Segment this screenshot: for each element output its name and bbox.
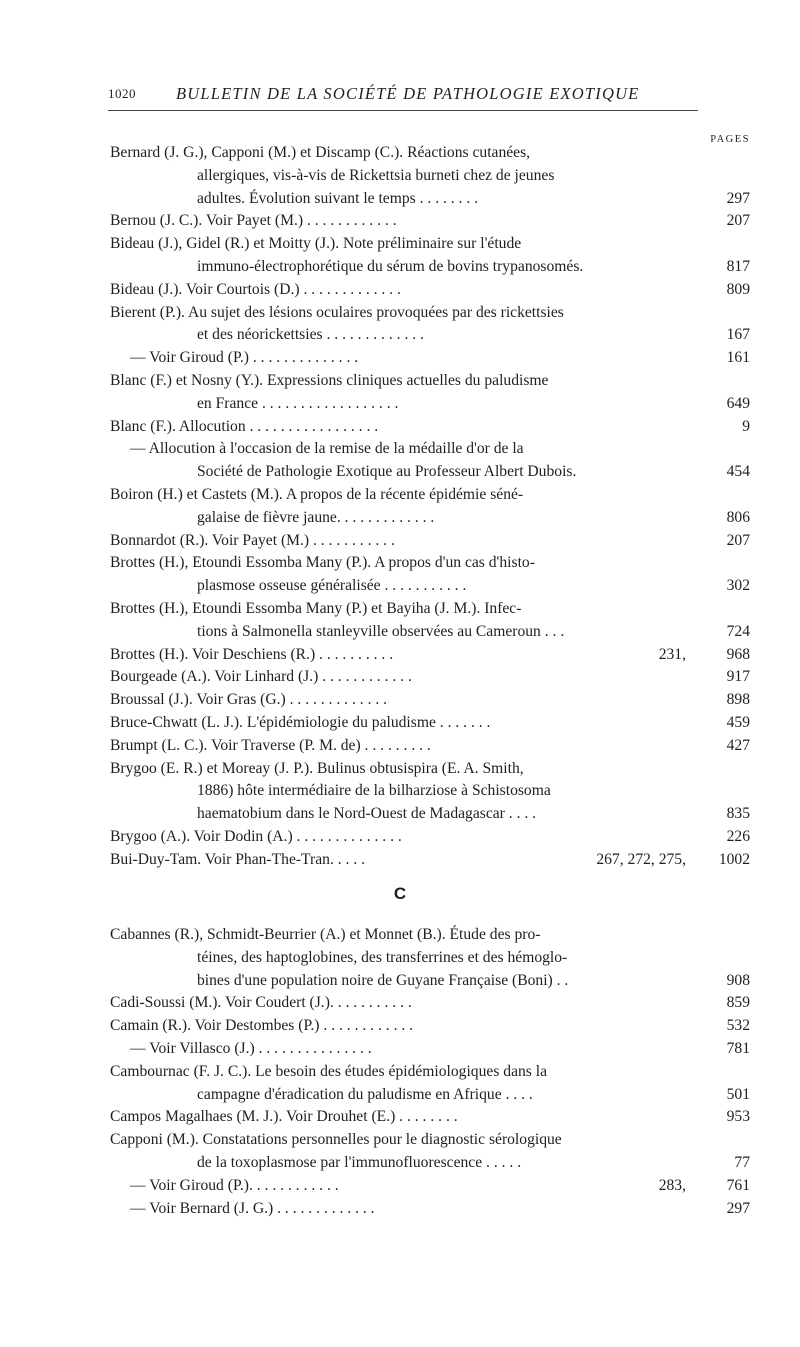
entry-line — [110, 324, 750, 347]
index-entry — [110, 1129, 750, 1175]
entry-text: — Voir Giroud (P.). . . . . . . . . . . . — [130, 1176, 339, 1194]
entry-text: tions à Salmonella stanleyville observées au Cameroun . . . — [197, 622, 565, 640]
entry-page: 649 — [726, 394, 750, 412]
journal-title: BULLETIN DE LA SOCIÉTÉ DE PATHOLOGIE EXOTIQUE — [176, 84, 640, 103]
entry-line — [110, 302, 750, 325]
index-entry — [110, 1175, 750, 1198]
index-entry — [110, 1038, 750, 1061]
entry-line — [110, 1106, 750, 1129]
entry-line — [110, 735, 750, 758]
entry-extra-pages: 267, 272, 275, — [596, 850, 686, 868]
entry-line — [110, 644, 750, 667]
entry-text: Brottes (H.). Voir Deschiens (R.) . . . . . . . . . . — [110, 645, 394, 663]
entry-line — [110, 1061, 750, 1084]
page-number: 1020 — [108, 86, 136, 101]
entry-line — [110, 552, 750, 575]
entry-line — [110, 575, 750, 598]
entry-text: Bruce-Chwatt (L. J.). L'épidémiologie du paludisme . . . . . . . — [110, 713, 491, 731]
entry-text: Brygoo (E. R.) et Moreay (J. P.). Bulinus obtusispira (E. A. Smith, — [110, 759, 524, 777]
entry-line — [110, 1129, 750, 1152]
entry-page: 459 — [726, 713, 750, 731]
entry-page: 817 — [726, 257, 750, 275]
entry-page: 427 — [726, 736, 750, 754]
entry-line — [110, 188, 750, 211]
entry-line — [110, 803, 750, 826]
entry-page: 835 — [726, 805, 750, 823]
entry-line — [110, 758, 750, 781]
entry-page: 161 — [726, 349, 750, 367]
entry-text: Cabannes (R.), Schmidt-Beurrier (A.) et Monnet (B.). Étude des pro- — [110, 926, 541, 943]
entry-text: Bideau (J.). Voir Courtois (D.) . . . . . . . . . . . . . — [110, 280, 401, 298]
entry-page: 302 — [726, 577, 750, 595]
index-entry — [110, 438, 750, 484]
entry-text: galaise de fièvre jaune. . . . . . . . . . . . . — [197, 508, 435, 526]
entry-text: plasmose osseuse généralisée . . . . . . . . . . . — [197, 577, 467, 595]
entry-line — [110, 924, 750, 947]
entry-text: Bourgeade (A.). Voir Linhard (J.) . . . . . . . . . . . . — [110, 668, 412, 686]
entry-page: 297 — [726, 1199, 750, 1217]
index-entry — [110, 1015, 750, 1038]
entry-page: 859 — [726, 994, 750, 1012]
entry-text: en France . . . . . . . . . . . . . . . . . . — [197, 394, 399, 412]
entry-text: Boiron (H.) et Castets (M.). A propos de la récente épidémie séné- — [110, 485, 524, 503]
index-entry — [110, 1061, 750, 1107]
entry-page: 968 — [726, 645, 750, 663]
entry-text: — Voir Giroud (P.) . . . . . . . . . . . . . . — [130, 349, 359, 367]
running-header — [108, 84, 698, 111]
entry-line — [110, 598, 750, 621]
index-section-b — [110, 142, 750, 872]
index-entry — [110, 233, 750, 279]
entry-page: 207 — [726, 212, 750, 230]
entry-page: 167 — [726, 326, 750, 344]
entry-text: téines, des haptoglobines, des transferrines et des hémoglo- — [197, 948, 568, 966]
entry-text: — Allocution à l'occasion de la remise de la médaille d'or de la — [130, 440, 524, 458]
index-entry — [110, 302, 750, 348]
index-entry — [110, 849, 750, 872]
index-entry — [110, 992, 750, 1015]
entry-line — [110, 142, 750, 165]
index-entry — [110, 416, 750, 439]
index-entry — [110, 552, 750, 598]
entry-text: Bernou (J. C.). Voir Payet (M.) . . . . . . . . . . . . — [110, 212, 397, 230]
index-entry — [110, 1198, 750, 1221]
entry-text: Broussal (J.). Voir Gras (G.) . . . . . . . . . . . . . — [110, 691, 388, 709]
entry-line — [110, 507, 750, 530]
entry-line — [110, 1175, 750, 1198]
entry-text: Brygoo (A.). Voir Dodin (A.) . . . . . . . . . . . . . . — [110, 827, 402, 845]
entry-text: de la toxoplasmose par l'immunofluorescence . . . . . — [197, 1153, 522, 1171]
index-entry — [110, 689, 750, 712]
index-entry — [110, 924, 750, 992]
entry-text: Capponi (M.). Constatations personnelles pour le diagnostic sérologique — [110, 1131, 562, 1149]
entry-page: 781 — [726, 1039, 750, 1057]
pages-column-label: PAGES — [710, 134, 750, 145]
entry-line — [110, 393, 750, 416]
entry-text: immuno-électrophorétique du sérum de bovins trypanosomés. — [197, 257, 584, 275]
entry-line — [110, 1198, 750, 1221]
entry-text: bines d'une population noire de Guyane Française (Boni) . . — [197, 971, 569, 989]
entry-text: Blanc (F.) et Nosny (Y.). Expressions cliniques actuelles du paludisme — [110, 371, 549, 389]
index-entry — [110, 826, 750, 849]
entry-line — [110, 666, 750, 689]
index-entry — [110, 279, 750, 302]
entry-text: Brottes (H.), Etoundi Essomba Many (P.) et Bayiha (J. M.). Infec- — [110, 599, 522, 617]
entry-text: Bideau (J.), Gidel (R.) et Moitty (J.). Note préliminaire sur l'étude — [110, 235, 522, 253]
entry-page: 761 — [726, 1176, 750, 1194]
entry-line — [110, 992, 750, 1015]
entry-line — [110, 1152, 750, 1175]
entry-text: adultes. Évolution suivant le temps . . . . . . . . — [197, 189, 479, 207]
entry-line — [110, 233, 750, 256]
entry-page: 898 — [726, 691, 750, 709]
entry-text: 1886) hôte intermédiaire de la bilharziose à Schistosoma — [197, 782, 551, 800]
entry-line — [110, 530, 750, 553]
entry-line — [110, 1084, 750, 1107]
entry-line — [110, 849, 750, 872]
index-entry — [110, 666, 750, 689]
entry-text: Bierent (P.). Au sujet des lésions oculaires provoquées par des rickettsies — [110, 303, 564, 321]
index-entry — [110, 758, 750, 826]
entry-text: et des néorickettsies . . . . . . . . . . . . . — [197, 326, 424, 344]
index-entry — [110, 530, 750, 553]
entry-page: 806 — [726, 508, 750, 526]
entry-page: 297 — [726, 189, 750, 207]
entry-line — [110, 165, 750, 188]
entry-line — [110, 780, 750, 803]
entry-line — [110, 712, 750, 735]
entry-page: 501 — [726, 1085, 750, 1103]
entry-text: Blanc (F.). Allocution . . . . . . . . . . . . . . . . . — [110, 417, 379, 435]
index-entry — [110, 644, 750, 667]
entry-text: Bui-Duy-Tam. Voir Phan-The-Tran. . . . . — [110, 850, 366, 868]
entry-line — [110, 1038, 750, 1061]
index-section-c — [110, 924, 750, 1220]
entry-page: 1002 — [718, 850, 750, 868]
entry-text: Brumpt (L. C.). Voir Traverse (P. M. de) . . . . . . . . . — [110, 736, 431, 754]
entry-page: 77 — [734, 1153, 750, 1171]
index-entry — [110, 370, 750, 416]
entry-line — [110, 279, 750, 302]
entry-line — [110, 347, 750, 370]
entry-page: 9 — [742, 417, 750, 435]
index-entry — [110, 484, 750, 530]
index-entry — [110, 712, 750, 735]
entry-text: Campos Magalhaes (M. J.). Voir Drouhet (E.) . . . . . . . . — [110, 1108, 458, 1126]
entry-page: 226 — [726, 827, 750, 845]
entry-page: 532 — [726, 1017, 750, 1035]
entry-text: Camain (R.). Voir Destombes (P.) . . . . . . . . . . . . — [110, 1017, 414, 1035]
entry-text: Cambournac (F. J. C.). Le besoin des études épidémiologiques dans la — [110, 1062, 548, 1080]
entry-extra-pages: 283, — [658, 1176, 686, 1194]
entry-text: haematobium dans le Nord-Ouest de Madagascar . . . . — [197, 805, 537, 823]
index-entry — [110, 142, 750, 210]
entry-line — [110, 484, 750, 507]
index-entry — [110, 210, 750, 233]
entry-line — [110, 1015, 750, 1038]
entry-text: Bernard (J. G.), Capponi (M.) et Discamp (C.). Réactions cutanées, — [110, 144, 531, 161]
entry-line — [110, 370, 750, 393]
index-entry — [110, 1106, 750, 1129]
entry-line — [110, 689, 750, 712]
entry-line — [110, 970, 750, 993]
entry-line — [110, 947, 750, 970]
entry-text: allergiques, vis-à-vis de Rickettsia burneti chez de jeunes — [197, 166, 555, 184]
entry-text: Brottes (H.), Etoundi Essomba Many (P.). A propos d'un cas d'histo- — [110, 554, 535, 572]
entry-line — [110, 210, 750, 233]
entry-extra-pages: 231, — [658, 645, 686, 663]
entry-page: 908 — [726, 971, 750, 989]
entry-line — [110, 621, 750, 644]
index-entry — [110, 347, 750, 370]
index-entry — [110, 735, 750, 758]
entry-line — [110, 438, 750, 461]
entry-text: Cadi-Soussi (M.). Voir Coudert (J.). . . . . . . . . . . — [110, 994, 412, 1012]
entry-text: campagne d'éradication du paludisme en Afrique . . . . — [197, 1085, 533, 1103]
entry-page: 917 — [726, 668, 750, 686]
entry-line — [110, 461, 750, 484]
entry-text: — Voir Villasco (J.) . . . . . . . . . . . . . . . — [130, 1039, 372, 1057]
entry-page: 454 — [726, 463, 750, 481]
entry-page: 724 — [726, 622, 750, 640]
entry-line — [110, 256, 750, 279]
entry-text: — Voir Bernard (J. G.) . . . . . . . . . . . . . — [130, 1199, 375, 1217]
entry-page: 953 — [726, 1108, 750, 1126]
entry-text: Bonnardot (R.). Voir Payet (M.) . . . . . . . . . . . — [110, 531, 395, 549]
entry-line — [110, 416, 750, 439]
entry-text: Société de Pathologie Exotique au Professeur Albert Dubois. — [197, 463, 577, 481]
entry-page: 809 — [726, 280, 750, 298]
entry-page: 207 — [726, 531, 750, 549]
entry-line — [110, 826, 750, 849]
index-entry — [110, 598, 750, 644]
section-letter: C — [393, 884, 407, 903]
